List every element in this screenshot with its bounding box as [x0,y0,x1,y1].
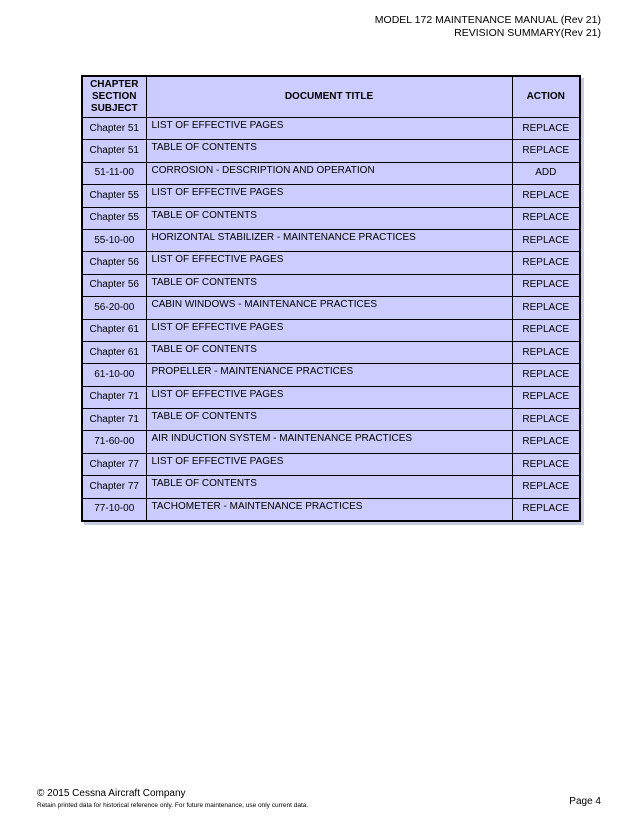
cell-document-title: LIST OF EFFECTIVE PAGES [146,386,512,408]
table-row [82,319,580,341]
cell-chapter: Chapter 77 [82,476,146,498]
cell-document-title: TABLE OF CONTENTS [146,341,512,363]
column-header-action: ACTION [512,76,580,118]
cell-chapter: 51-11-00 [82,162,146,184]
table-row [82,453,580,475]
cell-chapter: Chapter 71 [82,409,146,431]
cell-document-title: PROPELLER - MAINTENANCE PRACTICES [146,364,512,386]
cell-action: REPLACE [512,341,580,363]
table-row [82,140,580,162]
manual-title: MODEL 172 MAINTENANCE MANUAL (Rev 21) [374,14,601,26]
table-row [82,162,580,184]
copyright-text: © 2015 Cessna Aircraft Company [37,788,186,799]
table-body [82,118,580,522]
cell-chapter: Chapter 51 [82,118,146,140]
cell-action: REPLACE [512,185,580,207]
cell-chapter: 55-10-00 [82,229,146,251]
cell-action: REPLACE [512,409,580,431]
cell-action: REPLACE [512,364,580,386]
cell-chapter: Chapter 51 [82,140,146,162]
cell-document-title: HORIZONTAL STABILIZER - MAINTENANCE PRACTICES [146,229,512,251]
cell-document-title: TACHOMETER - MAINTENANCE PRACTICES [146,498,512,521]
cell-document-title: TABLE OF CONTENTS [146,207,512,229]
page-header [375,14,601,40]
table-row [82,207,580,229]
column-header-chapter: CHAPTER SECTION SUBJECT [82,76,146,118]
cell-action: REPLACE [512,431,580,453]
cell-action: REPLACE [512,274,580,296]
cell-chapter: Chapter 71 [82,386,146,408]
table-row [82,409,580,431]
cell-chapter: Chapter 55 [82,185,146,207]
cell-action: REPLACE [512,476,580,498]
cell-document-title: CORROSION - DESCRIPTION AND OPERATION [146,162,512,184]
table-row [82,118,580,140]
cell-chapter: Chapter 61 [82,341,146,363]
table-header-row [82,76,580,118]
cell-document-title: LIST OF EFFECTIVE PAGES [146,453,512,475]
cell-action: REPLACE [512,118,580,140]
cell-action: REPLACE [512,498,580,521]
cell-chapter: 56-20-00 [82,297,146,319]
cell-chapter: 61-10-00 [82,364,146,386]
column-header-title: DOCUMENT TITLE [146,76,512,118]
table-row [82,431,580,453]
cell-chapter: Chapter 56 [82,252,146,274]
table-row [82,476,580,498]
cell-chapter: Chapter 77 [82,453,146,475]
table-row [82,252,580,274]
cell-document-title: LIST OF EFFECTIVE PAGES [146,252,512,274]
cell-document-title: LIST OF EFFECTIVE PAGES [146,118,512,140]
cell-action: REPLACE [512,297,580,319]
cell-document-title: LIST OF EFFECTIVE PAGES [146,319,512,341]
table-row [82,386,580,408]
page-number: Page 4 [569,796,601,807]
cell-document-title: AIR INDUCTION SYSTEM - MAINTENANCE PRACTICES [146,431,512,453]
cell-action: REPLACE [512,207,580,229]
table-row [82,498,580,521]
cell-document-title: TABLE OF CONTENTS [146,409,512,431]
cell-action: REPLACE [512,229,580,251]
cell-action: REPLACE [512,319,580,341]
cell-document-title: TABLE OF CONTENTS [146,274,512,296]
cell-document-title: TABLE OF CONTENTS [146,476,512,498]
cell-chapter: Chapter 61 [82,319,146,341]
table-row [82,364,580,386]
revision-table [81,75,581,522]
cell-document-title: TABLE OF CONTENTS [146,140,512,162]
table-row [82,229,580,251]
cell-action: REPLACE [512,453,580,475]
cell-document-title: CABIN WINDOWS - MAINTENANCE PRACTICES [146,297,512,319]
revision-table-container [81,75,581,522]
table-row [82,274,580,296]
cell-chapter: 71-60-00 [82,431,146,453]
cell-chapter: Chapter 55 [82,207,146,229]
cell-action: REPLACE [512,252,580,274]
cell-chapter: 77-10-00 [82,498,146,521]
cell-action: REPLACE [512,140,580,162]
table-row [82,297,580,319]
retain-notice: Retain printed data for historical reference only. For future maintenance, use only current data. [37,802,309,809]
page-footer [37,788,308,810]
cell-document-title: LIST OF EFFECTIVE PAGES [146,185,512,207]
revision-summary-title: REVISION SUMMARY(Rev 21) [454,27,601,39]
cell-action: ADD [512,162,580,184]
table-row [82,341,580,363]
cell-action: REPLACE [512,386,580,408]
cell-chapter: Chapter 56 [82,274,146,296]
table-row [82,185,580,207]
